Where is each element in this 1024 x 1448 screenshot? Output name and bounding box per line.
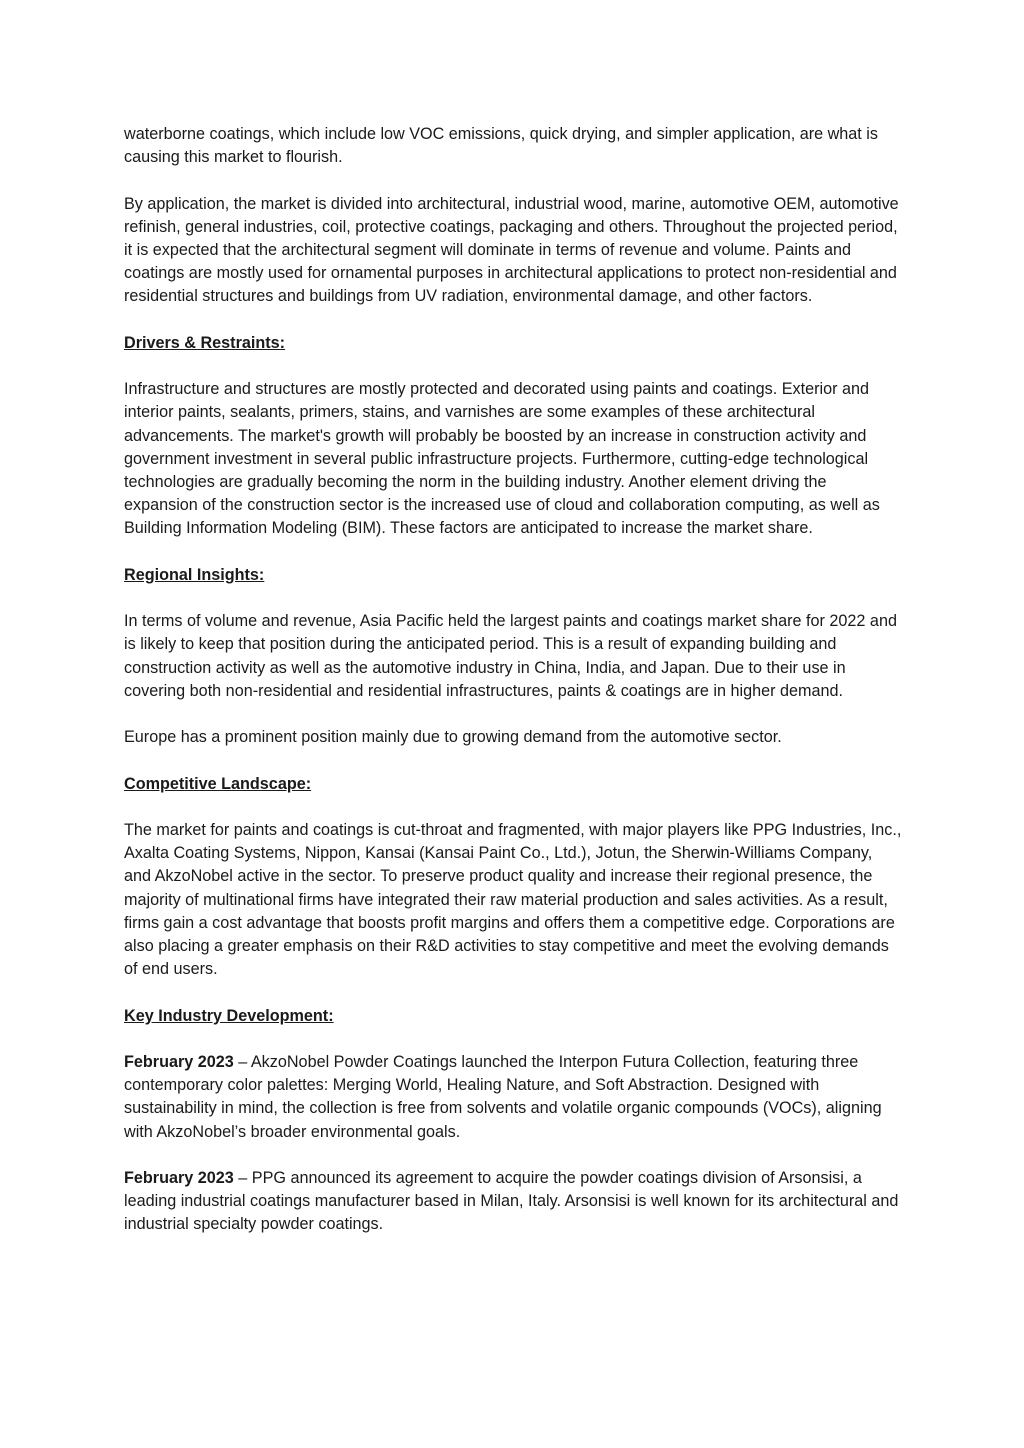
- drivers-paragraph: Infrastructure and structures are mostly protected and decorated using paints and coatings. Exterior and interior paints, sealants, primers, stains, and varnishes are some examples of these architectural advancements. The market's growth will probably be boosted by an increase in construction activity and government investment in several public infrastructure projects. Furthermore, cutting-edge technological technologies are gradually becoming the norm in the building industry. Another element driving the expansion of the construction sector is the increased use of cloud and collaboration computing, as well as Building Information Modeling (BIM). These factors are anticipated to increase the market share.: [124, 380, 880, 538]
- competitive-heading: Competitive Landscape:: [124, 774, 312, 793]
- development-text: – AkzoNobel Powder Coatings launched the Interpon Futura Collection, featuring three contemporary color palettes: Merging World, Healing Nature, and Soft Abstraction. Designed with sustainability in mind, the collection is free from solvents and volatile organic compounds (VOCs), aligning with AkzoNobel’s broader environmental goals.: [124, 1052, 882, 1141]
- development-item: [124, 1167, 902, 1237]
- regional-paragraph-1: In terms of volume and revenue, Asia Pacific held the largest paints and coatings market share for 2022 and is likely to keep that position during the anticipated period. This is a result of expanding building and construction activity as well as the automotive industry in China, India, and Japan. Due to their use in covering both non-residential and residential infrastructures, paints & coatings are in higher demand.: [124, 612, 897, 700]
- development-date: February 2023: [124, 1052, 234, 1071]
- drivers-heading: Drivers & Restraints:: [124, 333, 286, 352]
- development-item: [124, 1051, 902, 1144]
- document-page: [124, 123, 902, 1260]
- developments-heading: Key Industry Development:: [124, 1006, 334, 1025]
- development-text: – PPG announced its agreement to acquire the powder coatings division of Arsonsisi, a leading industrial coatings manufacturer based in Milan, Italy. Arsonsisi is well known for its architectural and industrial specialty powder coatings.: [124, 1168, 899, 1234]
- competitive-paragraph: The market for paints and coatings is cut-throat and fragmented, with major players like PPG Industries, Inc., Axalta Coating Systems, Nippon, Kansai (Kansai Paint Co., Ltd.), Jotun, the Sherwin-Williams Company, and AkzoNobel active in the sector. To preserve product quality and increase their regional presence, the majority of multinational firms have integrated their raw material production and sales activities. As a result, firms gain a cost advantage that boosts profit margins and offers them a competitive edge. Corporations are also placing a greater emphasis on their R&D activities to stay competitive and meet the evolving demands of end users.: [124, 820, 902, 979]
- application-paragraph: By application, the market is divided into architectural, industrial wood, marine, automotive OEM, automotive refinish, general industries, coil, protective coatings, packaging and others. Throughout the projected period, it is expected that the architectural segment will dominate in terms of revenue and volume. Paints and coatings are mostly used for ornamental purposes in architectural applications to protect non-residential and residential structures and buildings from UV radiation, environmental damage, and other factors.: [124, 194, 899, 306]
- regional-paragraph-2: Europe has a prominent position mainly due to growing demand from the automotive sector.: [124, 728, 782, 747]
- development-date: February 2023: [124, 1168, 234, 1187]
- intro-continuation-paragraph: waterborne coatings, which include low VOC emissions, quick drying, and simpler application, are what is causing this market to flourish.: [124, 125, 878, 167]
- regional-heading: Regional Insights:: [124, 565, 265, 584]
